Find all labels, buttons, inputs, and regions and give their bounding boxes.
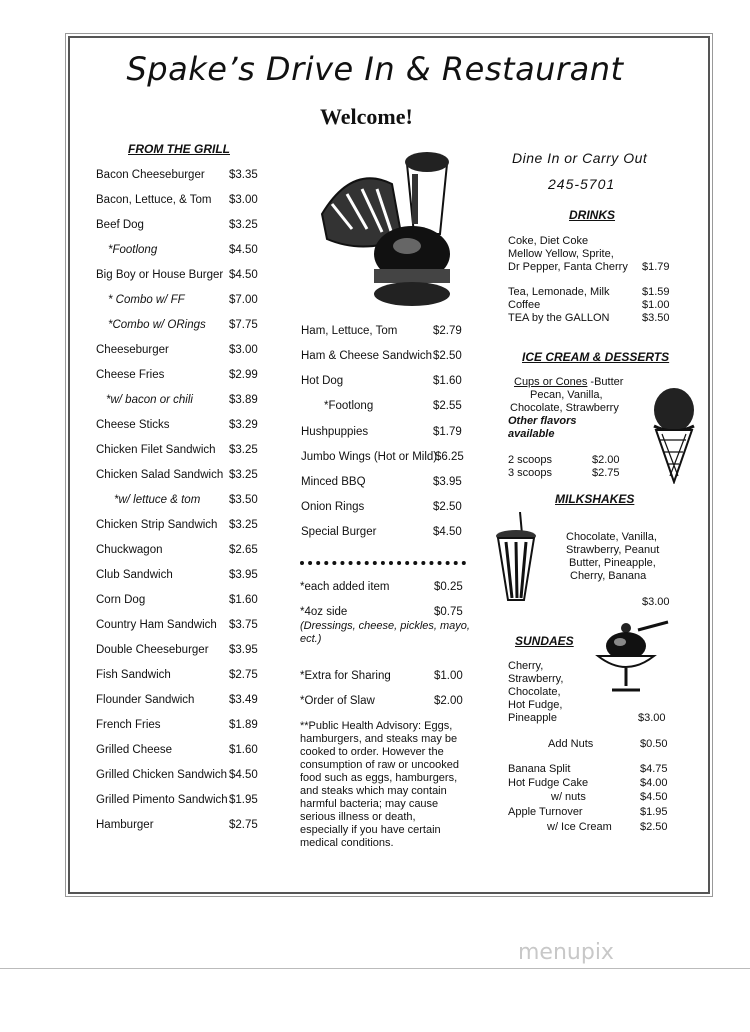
item-name: Beef Dog	[96, 219, 144, 231]
item-name: *each added item	[300, 581, 390, 593]
item-price: $3.25	[229, 519, 258, 531]
item-name: Grilled Chicken Sandwich	[96, 769, 228, 781]
item-name: Hot Fudge Cake	[508, 777, 589, 789]
item-name: Jumbo Wings (Hot or Mild)	[301, 451, 438, 463]
item-price: $2.65	[229, 544, 258, 556]
shakes-line-1: Chocolate, Vanilla,	[566, 531, 657, 543]
item-name: Minced BBQ	[301, 476, 366, 488]
item-name: Chuckwagon	[96, 544, 163, 556]
item-name: Cheese Fries	[96, 369, 165, 381]
item-name: *w/ bacon or chili	[106, 394, 193, 406]
restaurant-title: Spake’s Drive In & Restaurant	[126, 50, 624, 88]
health-advisory: **Public Health Advisory: Eggs, hamburgers, and steaks may be cooked to order. However the consumption of raw or uncooked food such as eggs, hamburgers, and steaks which may contain harmful bacteria; may cause serious illness or death, especially if you have certain medical conditions.	[300, 720, 459, 849]
item-name: Hot Dog	[301, 375, 344, 387]
dine-in-carry-out: Dine In or Carry Out	[512, 150, 648, 166]
item-price: $3.50	[642, 312, 670, 324]
shakes-price: $3.00	[642, 596, 670, 608]
item-name: *Combo w/ ORings	[108, 319, 206, 331]
item-price: $3.49	[229, 694, 258, 706]
item-name: Country Ham Sandwich	[96, 619, 217, 631]
item-price: $1.00	[434, 670, 463, 682]
sundaes-heading: SUNDAES	[515, 634, 574, 648]
item-price: $0.75	[434, 606, 463, 618]
item-price: $3.95	[433, 476, 462, 488]
item-price: $2.50	[433, 501, 462, 513]
item-name: * Combo w/ FF	[108, 294, 185, 306]
item-price: $1.60	[433, 375, 462, 387]
cups-or-cones-label: Cups or Cones	[514, 376, 588, 388]
burger-icon	[374, 226, 450, 306]
item-name: Hamburger	[96, 819, 154, 831]
item-name: Big Boy or House Burger	[96, 269, 224, 281]
item-name: *w/ lettuce & tom	[114, 494, 201, 506]
cups-rest: -Butter	[587, 376, 624, 388]
sundae-line-5: Pineapple	[508, 712, 557, 724]
item-price: $4.50	[229, 244, 258, 256]
item-price: $2.50	[433, 350, 462, 362]
item-name: Special Burger	[301, 526, 377, 538]
page-bottom-line	[0, 968, 750, 969]
item-price: $2.75	[229, 669, 258, 681]
item-price: $3.75	[229, 619, 258, 631]
shakes-line-4: Cherry, Banana	[570, 570, 647, 582]
sundae-icon	[592, 620, 670, 698]
item-name: Cheese Sticks	[96, 419, 170, 431]
soda-line-3: Dr Pepper, Fanta Cherry	[508, 261, 628, 273]
item-price: $2.50	[640, 821, 668, 833]
item-price: $4.50	[229, 769, 258, 781]
sundae-price: $3.00	[638, 712, 666, 724]
item-price: $1.95	[640, 806, 668, 818]
item-price: $4.50	[640, 791, 668, 803]
item-name: French Fries	[96, 719, 161, 731]
item-name: *Footlong	[324, 400, 374, 412]
item-price: $1.79	[433, 426, 462, 438]
item-name: Grilled Cheese	[96, 744, 173, 756]
item-price: $3.25	[229, 469, 258, 481]
item-price: $2.75	[592, 467, 620, 479]
item-price: $3.89	[229, 394, 258, 406]
item-name: Fish Sandwich	[96, 669, 171, 681]
item-name: Flounder Sandwich	[96, 694, 195, 706]
soda-line-2: Mellow Yellow, Sprite,	[508, 248, 614, 260]
item-price: $4.50	[229, 269, 258, 281]
item-price: $2.55	[433, 400, 462, 412]
item-price: $6.25	[435, 451, 464, 463]
drink-cup-icon	[405, 152, 449, 234]
item-price: $1.60	[229, 744, 258, 756]
item-price: $1.60	[229, 594, 258, 606]
item-name: w/ nuts	[551, 791, 586, 803]
item-name: *Footlong	[108, 244, 158, 256]
item-name: Apple Turnover	[508, 806, 583, 818]
item-price: $7.00	[229, 294, 258, 306]
item-name: Club Sandwich	[96, 569, 173, 581]
item-name: *4oz side	[300, 606, 348, 618]
item-price: $2.99	[229, 369, 258, 381]
item-name: Chicken Strip Sandwich	[96, 519, 218, 531]
item-price: $1.00	[642, 299, 670, 311]
item-name: w/ Ice Cream	[547, 821, 612, 833]
item-name: Corn Dog	[96, 594, 146, 606]
grill-heading: FROM THE GRILL	[128, 142, 230, 156]
item-name: Chicken Filet Sandwich	[96, 444, 216, 456]
item-name: *Order of Slaw	[300, 695, 375, 707]
item-price: $2.79	[433, 325, 462, 337]
item-price: $7.75	[229, 319, 258, 331]
sundae-line-4: Hot Fudge,	[508, 699, 563, 711]
item-name: Double Cheeseburger	[96, 644, 209, 656]
welcome-heading: Welcome!	[320, 104, 413, 129]
item-price: $1.89	[229, 719, 258, 731]
dotted-divider	[300, 561, 466, 565]
item-name: Bacon Cheeseburger	[96, 169, 205, 181]
sundae-line-3: Chocolate,	[508, 686, 561, 698]
item-name: Chicken Salad Sandwich	[96, 469, 224, 481]
side-note: (Dressings, cheese, pickles, mayo, ect.)	[300, 620, 470, 645]
item-name: Hushpuppies	[301, 426, 369, 438]
item-price: $3.00	[229, 194, 258, 206]
shakes-line-2: Strawberry, Peanut	[566, 544, 660, 556]
item-price: $3.95	[229, 569, 258, 581]
item-price: $3.35	[229, 169, 258, 181]
item-name: Onion Rings	[301, 501, 365, 513]
item-price: $4.75	[640, 763, 668, 775]
item-price: $3.95	[229, 644, 258, 656]
item-name: Cheeseburger	[96, 344, 169, 356]
item-price: $3.50	[229, 494, 258, 506]
item-name: Ham & Cheese Sandwich	[301, 350, 433, 362]
shakes-line-3: Butter, Pineapple,	[569, 557, 656, 569]
item-price: $4.50	[433, 526, 462, 538]
item-name: Tea, Lemonade, Milk	[508, 286, 610, 298]
other-flavors-1: Other flavors	[508, 415, 577, 427]
food-illustration	[312, 144, 462, 314]
item-name: 2 scoops	[508, 454, 553, 466]
item-price: $3.25	[229, 219, 258, 231]
item-name: 3 scoops	[508, 467, 553, 479]
item-name: Bacon, Lettuce, & Tom	[96, 194, 212, 206]
item-name: Grilled Pimento Sandwich	[96, 794, 228, 806]
drinks-heading: DRINKS	[569, 208, 616, 222]
item-price: $2.75	[229, 819, 258, 831]
phone-number: 245-5701	[548, 176, 616, 192]
item-price: $1.59	[642, 286, 670, 298]
item-price: $2.00	[434, 695, 463, 707]
add-nuts-price: $0.50	[640, 738, 668, 750]
item-price: $1.95	[229, 794, 258, 806]
soda-price: $1.79	[642, 261, 670, 273]
ice-cream-cone-icon	[648, 384, 700, 484]
sundae-line-1: Cherry,	[508, 660, 544, 672]
item-name: Coffee	[508, 299, 541, 311]
other-flavors-2: available	[508, 428, 555, 440]
watermark: menupix	[518, 940, 614, 965]
add-nuts-label: Add Nuts	[548, 738, 594, 750]
ice-cream-heading: ICE CREAM & DESSERTS	[522, 350, 670, 364]
item-price: $2.00	[592, 454, 620, 466]
item-name: Banana Split	[508, 763, 571, 775]
item-price: $3.00	[229, 344, 258, 356]
soda-line-1: Coke, Diet Coke	[508, 235, 589, 247]
flavors-line-2: Pecan, Vanilla,	[530, 389, 603, 401]
item-name: TEA by the GALLON	[508, 312, 610, 324]
item-price: $3.25	[229, 444, 258, 456]
item-price: $3.29	[229, 419, 258, 431]
flavors-line-1	[514, 376, 623, 389]
sundae-line-2: Strawberry,	[508, 673, 564, 685]
item-price: $0.25	[434, 581, 463, 593]
item-price: $4.00	[640, 777, 668, 789]
milkshake-icon	[492, 512, 542, 604]
item-name: *Extra for Sharing	[300, 670, 391, 682]
item-name: Ham, Lettuce, Tom	[301, 325, 398, 337]
flavors-line-3: Chocolate, Strawberry	[510, 402, 619, 414]
milkshakes-heading: MILKSHAKES	[555, 492, 635, 506]
